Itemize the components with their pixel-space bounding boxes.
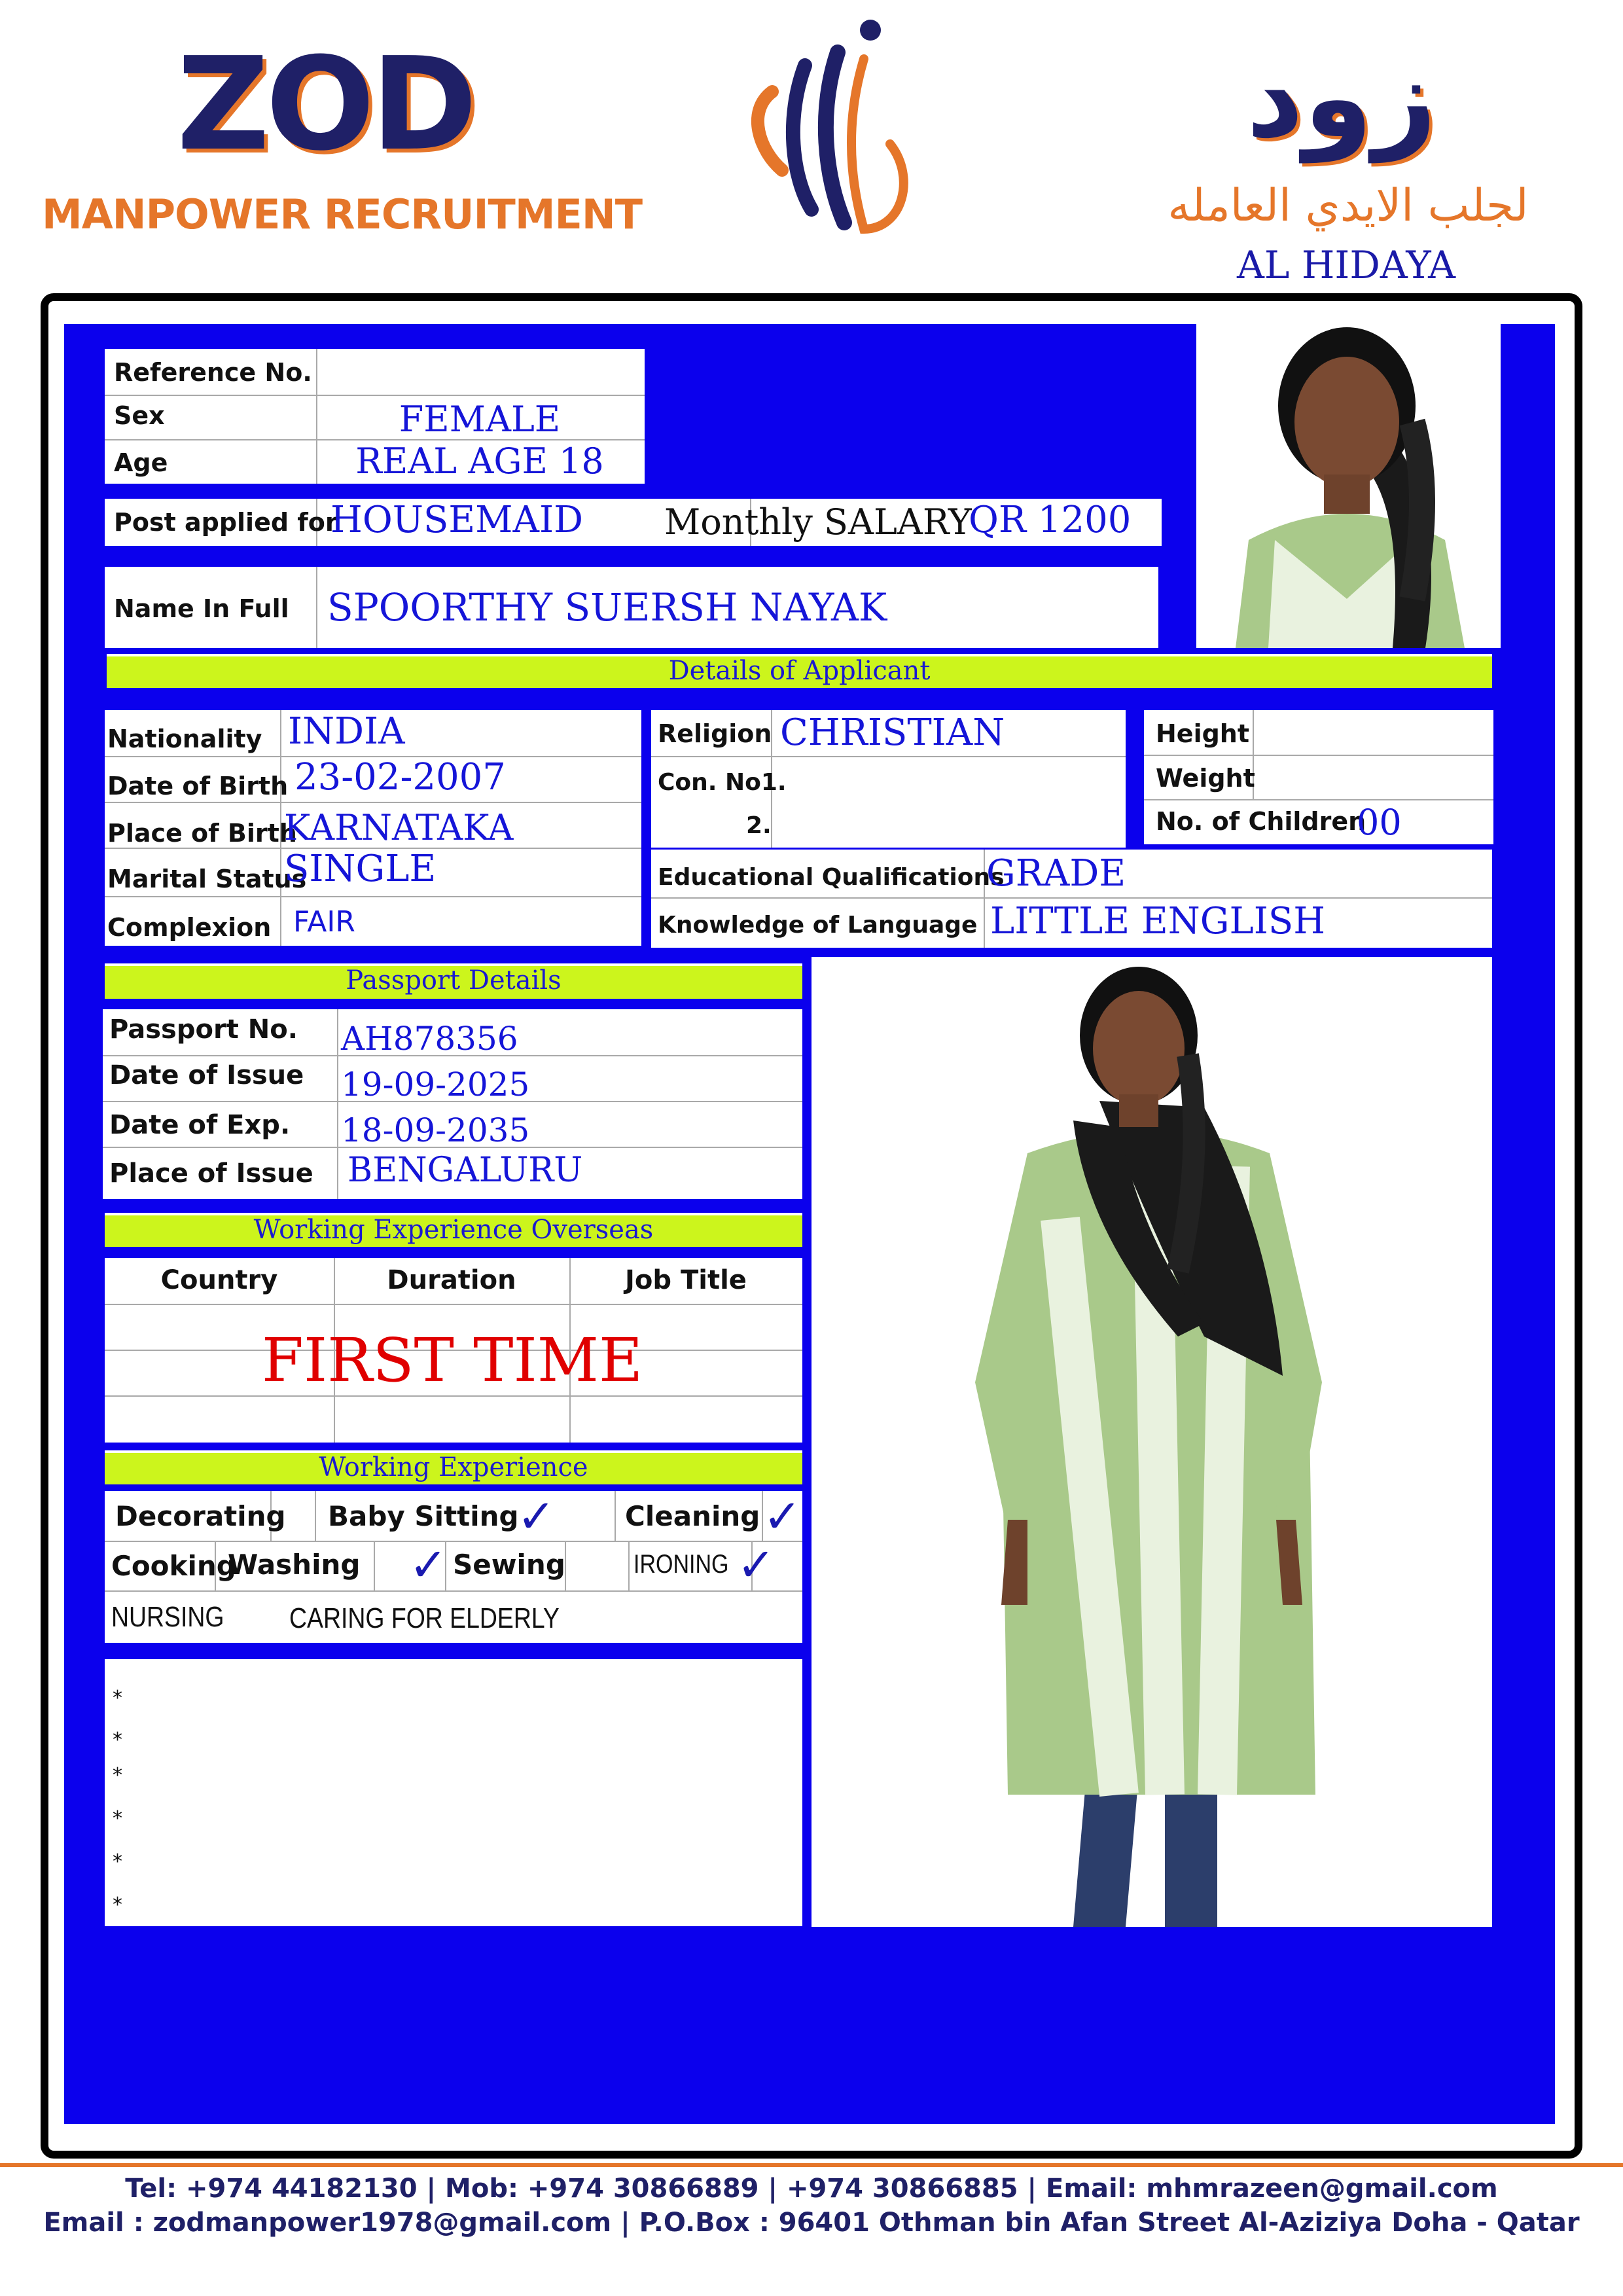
issue-date-label: Date of Issue	[109, 1060, 304, 1090]
baby-sitting-checkmark-icon: ✓	[517, 1490, 556, 1543]
skill-nursing: NURSING	[111, 1601, 224, 1633]
note-bullet: *	[113, 1807, 122, 1830]
ironing-checkmark-icon: ✓	[737, 1538, 776, 1592]
arabic-logo-text: زود	[1246, 33, 1437, 163]
center-logo-icon	[733, 13, 929, 262]
reference-label: Reference No.	[114, 358, 312, 387]
religion-value: CHRISTIAN	[780, 711, 1005, 754]
applicant-portrait-photo	[1196, 324, 1501, 648]
details-title: Details of Applicant	[107, 654, 1492, 688]
footer-contact-line-2: Email : zodmanpower1978@gmail.com | P.O.Box : 96401 Othman bin Afan Street Al-Aziziya Doha - Qatar	[43, 2208, 1580, 2238]
exp-date-label: Date of Exp.	[109, 1110, 291, 1140]
first-time-note: FIRST TIME	[262, 1325, 643, 1395]
children-value: 00	[1357, 802, 1402, 843]
name-row	[105, 567, 1158, 648]
weight-label: Weight	[1156, 764, 1255, 793]
sex-value: FEMALE	[399, 399, 561, 440]
passport-table	[103, 1009, 802, 1199]
education-table	[651, 850, 1492, 948]
post-value: HOUSEMAID	[330, 499, 583, 541]
skill-cleaning: Cleaning	[625, 1500, 760, 1532]
skill-washing: Washing	[228, 1549, 361, 1581]
note-bullet: *	[113, 1687, 122, 1710]
education-label: Educational Qualifications	[658, 864, 1005, 891]
overseas-title: Working Experience Overseas	[105, 1213, 802, 1247]
religion-table	[651, 710, 1126, 848]
col-country: Country	[160, 1265, 278, 1295]
age-label: Age	[114, 448, 168, 477]
con2-label: 2.	[746, 812, 772, 839]
salary-label-text: Monthly SALARY	[664, 501, 972, 543]
issue-date-value: 19-09-2025	[341, 1066, 530, 1103]
pob-label: Place of Birth	[107, 819, 297, 848]
name-value: SPOORTHY SUERSH NAYAK	[327, 585, 887, 630]
brand-logo-text: ZOD	[177, 30, 474, 179]
physical-table	[1144, 710, 1493, 844]
passport-no-label: Passport No.	[109, 1014, 298, 1045]
age-value: REAL AGE 18	[355, 440, 604, 482]
reference-table	[105, 349, 645, 484]
complexion-label: Complexion	[107, 913, 272, 942]
skill-decorating: Decorating	[115, 1500, 286, 1532]
exp-date-value: 18-09-2035	[341, 1111, 530, 1149]
marital-value: SINGLE	[284, 848, 437, 890]
skills-table	[105, 1491, 802, 1643]
brand-tagline: MANPOWER RECRUITMENT	[42, 190, 643, 238]
skill-sewing: Sewing	[453, 1549, 565, 1581]
note-bullet: *	[113, 1893, 122, 1916]
applicant-full-photo	[812, 957, 1492, 1927]
notes-box	[105, 1659, 802, 1926]
nationality-value: INDIA	[288, 710, 405, 753]
passport-title: Passport Details	[105, 963, 802, 999]
experience-title: Working Experience	[105, 1450, 802, 1484]
skill-ironing: IRONING	[633, 1550, 729, 1579]
washing-checkmark-icon: ✓	[409, 1538, 448, 1592]
passport-no-value: AH878356	[341, 1020, 518, 1058]
footer-contact-line-1: Tel: +974 44182130 | Mob: +974 30866889 | +974 30866885 | Email: mhmrazeen@gmail.com	[125, 2174, 1498, 2204]
education-value: GRADE	[986, 852, 1126, 895]
pob-value: KARNATAKA	[284, 807, 514, 848]
sex-label: Sex	[114, 401, 165, 430]
marital-label: Marital Status	[107, 865, 307, 893]
note-bullet: *	[113, 1850, 122, 1873]
col-job-title: Job Title	[625, 1265, 747, 1295]
nationality-label: Nationality	[107, 725, 262, 753]
dob-label: Date of Birth	[107, 772, 289, 800]
arabic-subtitle: لجلب الايدي العامله	[1168, 180, 1529, 232]
note-bullet: *	[113, 1764, 122, 1787]
dob-value: 23-02-2007	[294, 756, 506, 798]
place-issue-label: Place of Issue	[109, 1158, 313, 1189]
language-label: Knowledge of Language	[658, 912, 978, 939]
skill-caring-elderly: CARING FOR ELDERLY	[289, 1602, 560, 1634]
skill-baby-sitting: Baby Sitting	[328, 1500, 519, 1532]
personal-details-table	[105, 710, 641, 946]
children-label: No. of Children	[1156, 807, 1366, 836]
col-duration: Duration	[387, 1265, 516, 1295]
cleaning-checkmark-icon: ✓	[763, 1490, 802, 1543]
con1-label: Con. No1.	[658, 769, 787, 796]
al-hidaya-label: AL HIDAYA	[1237, 243, 1456, 287]
footer-rule	[0, 2163, 1623, 2167]
skill-cooking: Cooking	[111, 1550, 236, 1582]
religion-label: Religion	[658, 719, 772, 748]
language-value: LITTLE ENGLISH	[990, 900, 1326, 942]
height-label: Height	[1156, 719, 1250, 748]
complexion-value: FAIR	[293, 905, 355, 939]
salary-value: QR 1200	[969, 499, 1132, 541]
name-label: Name In Full	[114, 594, 289, 623]
note-bullet: *	[113, 1729, 122, 1751]
place-issue-value: BENGALURU	[348, 1151, 583, 1190]
post-label: Post applied for	[114, 508, 338, 537]
